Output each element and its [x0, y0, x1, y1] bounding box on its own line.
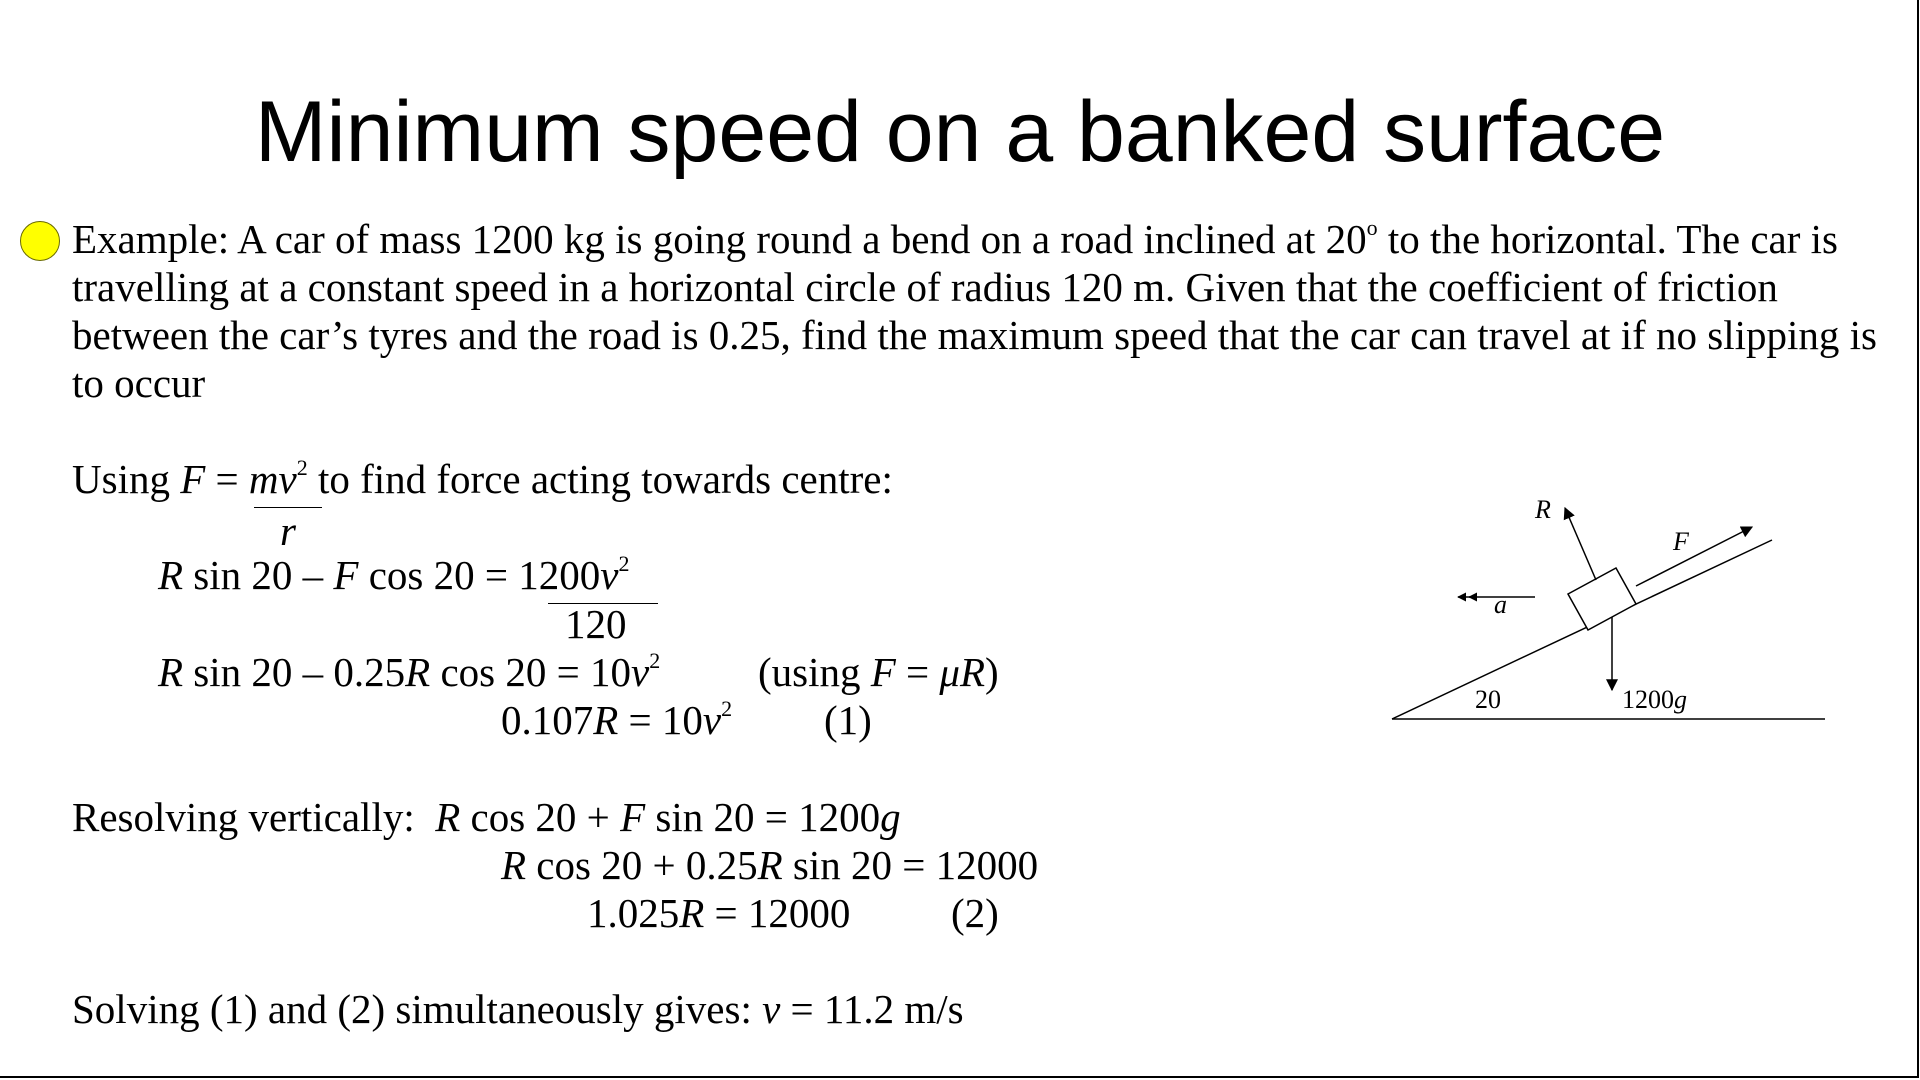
using-formula-line: Using $F = mv^2$ to find force acting towards centre:	[72, 455, 893, 502]
equation-line-4: Resolving vertically: R cos 20 + F sin 20 = 1200g	[72, 794, 901, 840]
solution-line: Solving (1) and (2) simultaneously gives: v = 11.2 m/s	[72, 986, 964, 1032]
denominator-120: 120	[565, 601, 627, 647]
label-R: R	[1535, 495, 1551, 524]
denominator-r: r	[280, 508, 296, 554]
example-text-1: Example: A car of mass 1200 kg is going round a bend on a road inclined at 20	[72, 216, 1367, 262]
equation-tag-2: (2)	[951, 890, 999, 936]
label-angle: 20	[1475, 685, 1501, 714]
example-text-2: to the horizontal. The car is travelling at a constant speed in a horizontal circle of radius 120 m. Given that the coefficient of friction between the car’s tyres and the road is 0.25, find the maximum speed that the car can travel at if no slipping is to occur	[72, 216, 1877, 406]
equation-tag-1: (1)	[824, 697, 872, 743]
equation-line-6: 1.025R = 12000	[587, 890, 851, 936]
friction-note: (using F = μR)	[758, 649, 999, 695]
equation-line-5: R cos 20 + 0.25R sin 20 = 12000	[501, 842, 1039, 888]
equation-line-2: R sin 20 – 0.25R $\cos 20 = 10v^2$	[158, 648, 661, 695]
label-weight: 1200g	[1622, 685, 1687, 714]
degree-mark: o	[1366, 215, 1378, 240]
equation-line-1: R sin 20 – F $\cos 20 = 1200v^2$	[158, 551, 630, 598]
label-F: F	[1673, 527, 1689, 556]
car-block	[1568, 568, 1636, 630]
equation-line-3: $0.107R = 10v^2$	[501, 696, 733, 743]
incline-line	[1392, 540, 1772, 719]
slide-title: Minimum speed on a banked surface	[254, 84, 1666, 180]
reaction-arrow	[1565, 508, 1596, 580]
label-a: a	[1494, 590, 1507, 619]
